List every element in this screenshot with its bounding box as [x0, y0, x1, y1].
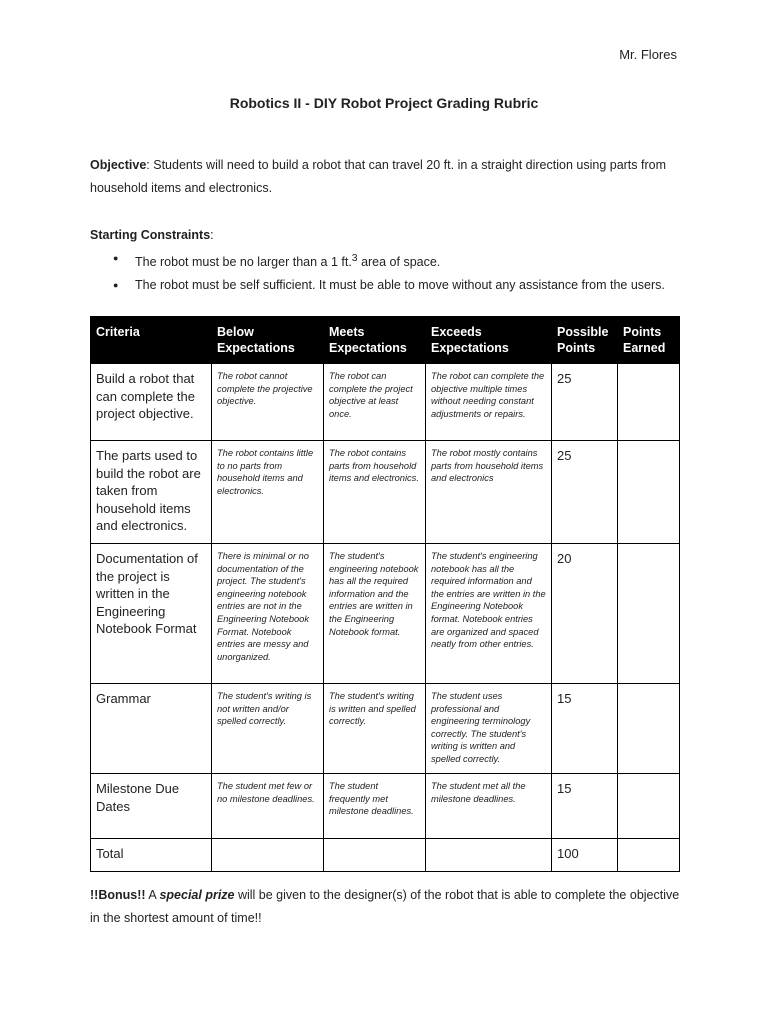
constraints-list — [113, 247, 665, 297]
exceeds-cell: The student met all the milestone deadlines. — [426, 774, 552, 839]
meets-cell — [324, 839, 426, 872]
header-meets-expectations: Meets Expectations — [324, 317, 426, 364]
document-title: Robotics II - DIY Robot Project Grading Rubric — [229, 95, 539, 111]
bonus-emphasis: special prize — [159, 888, 235, 902]
bonus-label: !!Bonus!! — [90, 888, 146, 902]
constraints-heading-colon: : — [210, 228, 214, 242]
meets-cell: The student's writing is written and spelled correctly. — [324, 684, 426, 774]
exceeds-cell: The student's engineering notebook has all the required information and the entries are written in the Engineering Notebook format. Notebook entries are organized and spaced neatly from other entries. — [426, 544, 552, 684]
meets-cell: The student's engineering notebook has all the required information and the entries are written in the Engineering Notebook format. — [324, 544, 426, 684]
possible-points-cell: 25 — [552, 364, 618, 441]
criteria-cell: Milestone Due Dates — [91, 774, 212, 839]
below-cell: The robot cannot complete the projective objective. — [212, 364, 324, 441]
header-criteria: Criteria — [91, 317, 212, 364]
points-earned-cell — [618, 774, 680, 839]
exceeds-cell: The robot can complete the objective multiple times without needing constant adjustments or repairs. — [426, 364, 552, 441]
table-row — [91, 544, 680, 684]
possible-points-cell: 25 — [552, 441, 618, 544]
meets-cell: The robot can complete the project objective at least once. — [324, 364, 426, 441]
bonus-text-pre: A — [145, 888, 160, 902]
total-possible-points-cell: 100 — [552, 839, 618, 872]
grading-rubric-table — [90, 316, 680, 872]
constraint-item — [113, 247, 665, 274]
header-exceeds-expectations: Exceeds Expectations — [426, 317, 552, 364]
table-row — [91, 364, 680, 441]
constraint-text: The robot must be self sufficient. It must be able to move without any assistance from the users. — [135, 278, 665, 293]
header-possible-points: Possible Points — [552, 317, 618, 364]
possible-points-cell: 15 — [552, 684, 618, 774]
constraint-text-end: area of space. — [357, 255, 441, 270]
exceeds-cell: The student uses professional and engineering terminology correctly. The student's writing is written and spelled correctly. — [426, 684, 552, 774]
criteria-cell: Grammar — [91, 684, 212, 774]
table-row — [91, 441, 680, 544]
points-earned-cell — [618, 544, 680, 684]
author-name: Mr. Flores — [619, 47, 677, 62]
constraints-heading-label: Starting Constraints — [90, 228, 211, 242]
total-label-cell: Total — [91, 839, 212, 872]
table-header-row — [91, 317, 680, 364]
below-cell: The student's writing is not written and/or spelled correctly. — [212, 684, 324, 774]
table-row — [91, 684, 680, 774]
header-points-earned: Points Earned — [618, 317, 680, 364]
exceeds-cell: The robot mostly contains parts from household items and electronics — [426, 441, 552, 544]
below-cell: The robot contains little to no parts from household items and electronics. — [212, 441, 324, 544]
constraint-item — [113, 274, 665, 297]
table-row-total — [91, 839, 680, 872]
exceeds-cell — [426, 839, 552, 872]
meets-cell: The robot contains parts from household items and electronics. — [324, 441, 426, 544]
objective-paragraph — [90, 154, 680, 200]
objective-text: : Students will need to build a robot that can travel 20 ft. in a straight direction using parts from household items and electronics. — [90, 158, 667, 195]
total-points-earned-cell — [618, 839, 680, 872]
possible-points-cell: 20 — [552, 544, 618, 684]
criteria-cell: Build a robot that can complete the project objective. — [91, 364, 212, 441]
bonus-text-post: will be given to the designer(s) of the robot that is able to complete the objective in the shortest amount of time!! — [90, 888, 680, 925]
below-cell — [212, 839, 324, 872]
meets-cell: The student frequently met milestone deadlines. — [324, 774, 426, 839]
points-earned-cell — [618, 441, 680, 544]
below-cell: There is minimal or no documentation of the project. The student's engineering notebook entries are not in the Engineering Notebook Format. Notebook entries are messy and unorganized. — [212, 544, 324, 684]
constraints-heading — [90, 224, 680, 247]
constraint-text: The robot must be no larger than a 1 ft. — [135, 255, 352, 270]
below-cell: The student met few or no milestone deadlines. — [212, 774, 324, 839]
bonus-paragraph — [90, 884, 680, 930]
possible-points-cell: 15 — [552, 774, 618, 839]
header-below-expectations: Below Expectations — [212, 317, 324, 364]
points-earned-cell — [618, 684, 680, 774]
criteria-cell: The parts used to build the robot are taken from household items and electronics. — [91, 441, 212, 544]
constraint-superscript: 3 — [351, 253, 358, 264]
objective-label: Objective — [90, 158, 147, 172]
table-row — [91, 774, 680, 839]
criteria-cell: Documentation of the project is written in the Engineering Notebook Format — [91, 544, 212, 684]
points-earned-cell — [618, 364, 680, 441]
